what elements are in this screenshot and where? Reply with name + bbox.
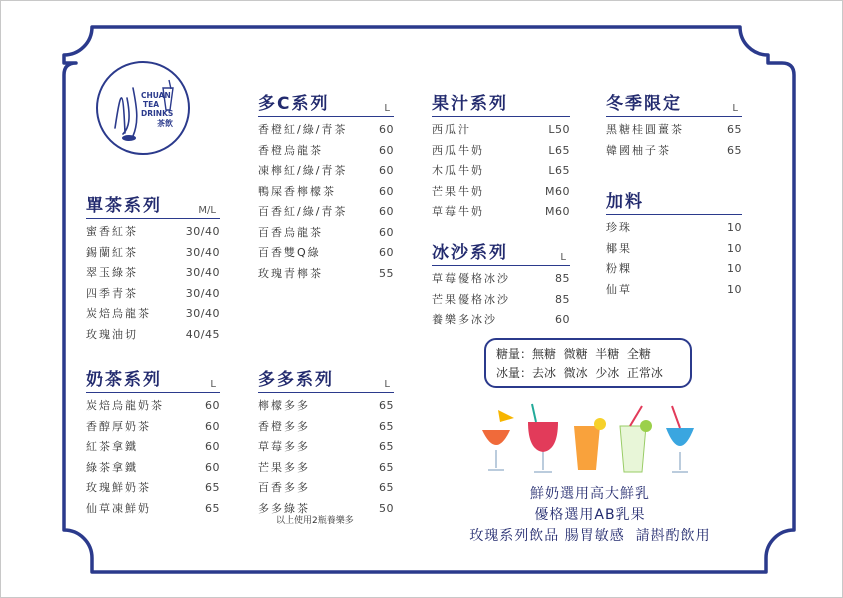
item-name: 西瓜牛奶 — [432, 143, 484, 157]
menu-item — [86, 417, 220, 438]
section-header — [606, 187, 742, 215]
item-name: 芒果牛奶 — [432, 184, 484, 198]
menu-item — [606, 239, 742, 260]
item-price: L50 — [548, 123, 570, 136]
brand-logo — [93, 58, 193, 162]
item-price: 60 — [205, 440, 220, 453]
menu-item — [258, 264, 394, 285]
menu-item — [258, 202, 394, 223]
options-box — [484, 338, 692, 388]
item-price: M60 — [545, 184, 570, 198]
item-name: 仙草凍鮮奶 — [86, 501, 151, 515]
logo-en-1: CHUAN — [141, 91, 171, 100]
section-dong-ji — [606, 89, 742, 161]
menu-item — [86, 325, 220, 346]
menu-item — [432, 120, 570, 141]
section-title: 多多系列 — [258, 370, 334, 390]
item-name: 綠茶拿鐵 — [86, 460, 138, 474]
item-name: 檸檬多多 — [258, 399, 310, 412]
section-title: 冬季限定 — [606, 94, 682, 114]
item-name: 芒果多多 — [258, 460, 310, 474]
item-name: 炭焙烏龍奶茶 — [86, 399, 164, 412]
menu-item — [432, 310, 570, 331]
item-name: 草莓牛奶 — [432, 205, 484, 218]
item-name: 錫蘭紅茶 — [86, 245, 138, 259]
section-header — [258, 89, 394, 117]
section-nai-cha — [86, 365, 220, 519]
item-name: 凍檸紅/綠/青茶 — [258, 164, 348, 177]
menu-item — [258, 458, 394, 479]
item-price: 65 — [205, 481, 220, 494]
section-header — [258, 365, 394, 393]
item-price: L65 — [548, 164, 570, 177]
logo-en-3: DRINKS — [141, 109, 174, 118]
item-name: 香橙多多 — [258, 419, 310, 433]
item-price: 60 — [555, 313, 570, 326]
item-name: 芒果優格冰沙 — [432, 292, 510, 306]
section-header — [86, 191, 220, 219]
item-price: 65 — [379, 399, 394, 412]
section-title: 奶茶系列 — [86, 370, 162, 390]
ice-options: 冰量：去冰 微冰 少冰 正常冰 — [496, 366, 663, 380]
item-price: 60 — [205, 460, 220, 474]
item-name: 香橙烏龍茶 — [258, 143, 323, 157]
item-name: 百香雙Q綠 — [258, 246, 321, 259]
item-price: 60 — [379, 225, 394, 239]
item-name: 炭焙烏龍茶 — [86, 307, 151, 320]
item-price: 10 — [727, 282, 742, 296]
menu-item — [86, 263, 220, 284]
item-name: 四季青茶 — [86, 286, 138, 300]
section-header — [432, 238, 570, 266]
section-duo-c — [258, 89, 394, 284]
duo-duo-note: 以上使用2瓶養樂多 — [276, 516, 354, 526]
item-price: 10 — [727, 221, 742, 234]
section-bing-sha — [432, 238, 570, 331]
item-name: 草莓優格冰沙 — [432, 272, 510, 285]
menu-item — [258, 478, 394, 499]
item-name: 椰果 — [606, 241, 632, 255]
menu-item — [258, 437, 394, 458]
section-size: L — [560, 252, 566, 263]
section-header — [606, 89, 742, 117]
item-price: 60 — [379, 246, 394, 259]
section-jia-liao — [606, 187, 742, 300]
item-price: 60 — [205, 399, 220, 412]
menu-item — [86, 396, 220, 417]
logo-en-2: TEA — [143, 100, 160, 109]
item-name: 玫瑰油切 — [86, 327, 138, 341]
item-price: 60 — [379, 123, 394, 136]
item-price: 65 — [379, 481, 394, 494]
section-duo-duo — [258, 365, 394, 519]
item-name: 蜜香紅茶 — [86, 225, 138, 238]
bottom-notes — [430, 484, 750, 547]
menu-item — [258, 182, 394, 203]
menu-item — [86, 458, 220, 479]
item-name: 紅茶拿鐵 — [86, 440, 138, 453]
item-name: 香橙紅/綠/青茶 — [258, 123, 348, 136]
item-price: 30/40 — [185, 266, 220, 279]
item-price: 30/40 — [185, 307, 220, 320]
item-price: 30/40 — [185, 286, 220, 300]
section-header — [86, 365, 220, 393]
menu-item — [432, 290, 570, 311]
item-name: 百香烏龍茶 — [258, 225, 323, 239]
note-milk: 鮮奶選用高大鮮乳 — [530, 486, 650, 502]
item-name: 百香多多 — [258, 481, 310, 494]
item-price: 65 — [379, 440, 394, 453]
item-price: 60 — [379, 164, 394, 177]
menu-item — [606, 120, 742, 141]
section-dan-cha — [86, 191, 220, 345]
item-price: 40/45 — [185, 327, 220, 341]
item-price: M60 — [545, 205, 570, 218]
item-price: 65 — [727, 143, 742, 157]
menu-item — [258, 223, 394, 244]
item-name: 百香紅/綠/青茶 — [258, 205, 348, 218]
menu-item — [432, 182, 570, 203]
section-title: 單茶系列 — [86, 196, 162, 216]
item-name: 珍珠 — [606, 221, 632, 234]
item-name: 仙草 — [606, 282, 632, 296]
menu-item — [258, 141, 394, 162]
item-price: 50 — [379, 501, 394, 515]
menu-item — [86, 499, 220, 520]
section-size: L — [732, 103, 738, 114]
menu-item — [606, 218, 742, 239]
menu-item — [258, 417, 394, 438]
section-guo-zhi — [432, 89, 570, 223]
item-name: 香醇厚奶茶 — [86, 419, 151, 433]
item-price: 65 — [379, 460, 394, 474]
section-title: 加料 — [606, 192, 644, 212]
menu-item — [606, 259, 742, 280]
menu-item — [258, 120, 394, 141]
item-name: 多多綠茶 — [258, 501, 310, 515]
section-size: M/L — [198, 205, 216, 216]
item-price: 65 — [379, 419, 394, 433]
item-name: 韓國柚子茶 — [606, 143, 671, 157]
item-price: 30/40 — [185, 225, 220, 238]
menu-item — [432, 161, 570, 182]
item-price: 65 — [205, 501, 220, 515]
item-name: 木瓜牛奶 — [432, 164, 484, 177]
menu-item — [86, 284, 220, 305]
section-size: L — [384, 103, 390, 114]
item-price: 60 — [379, 205, 394, 218]
item-price: 85 — [555, 272, 570, 285]
item-name: 玫瑰青檸茶 — [258, 266, 323, 280]
menu-item — [606, 141, 742, 162]
item-name: 草莓多多 — [258, 440, 310, 453]
item-price: 85 — [555, 292, 570, 306]
menu-item — [606, 280, 742, 301]
menu-item — [258, 243, 394, 264]
item-name: 粉粿 — [606, 262, 632, 275]
item-name: 黑糖桂圓薑茶 — [606, 123, 684, 136]
item-price: 60 — [205, 419, 220, 433]
menu-item — [86, 304, 220, 325]
menu-item — [86, 243, 220, 264]
section-title: 多C系列 — [258, 94, 330, 114]
menu-item — [432, 141, 570, 162]
item-name: 鴨屎香檸檬茶 — [258, 184, 336, 198]
item-name: 西瓜汁 — [432, 123, 471, 136]
section-title: 果汁系列 — [432, 94, 508, 114]
section-title: 冰沙系列 — [432, 243, 508, 263]
section-size: L — [210, 379, 216, 390]
menu-item — [432, 269, 570, 290]
note-rose: 玫瑰系列飲品 腸胃敏感 請斟酌飲用 — [469, 528, 711, 544]
menu-item — [258, 161, 394, 182]
menu-item — [86, 437, 220, 458]
note-yogurt: 優格選用AB乳果 — [534, 507, 646, 523]
item-price: 60 — [379, 184, 394, 198]
item-name: 養樂多冰沙 — [432, 313, 497, 326]
menu-item — [432, 202, 570, 223]
item-name: 翠玉綠茶 — [86, 266, 138, 279]
item-price: 55 — [379, 266, 394, 280]
item-price: 30/40 — [185, 245, 220, 259]
cocktail-illustration — [470, 400, 710, 480]
item-price: 10 — [727, 241, 742, 255]
section-size: L — [384, 379, 390, 390]
item-name: 玫瑰鮮奶茶 — [86, 481, 151, 494]
section-header — [432, 89, 570, 117]
item-price: 65 — [727, 123, 742, 136]
menu-item — [258, 396, 394, 417]
logo-cn: 茶飲 — [157, 119, 173, 128]
item-price: 60 — [379, 143, 394, 157]
menu-item — [86, 478, 220, 499]
menu-item — [86, 222, 220, 243]
item-price: 10 — [727, 262, 742, 275]
sugar-options: 糖量：無糖 微糖 半糖 全糖 — [496, 347, 651, 361]
item-price: L65 — [548, 143, 570, 157]
